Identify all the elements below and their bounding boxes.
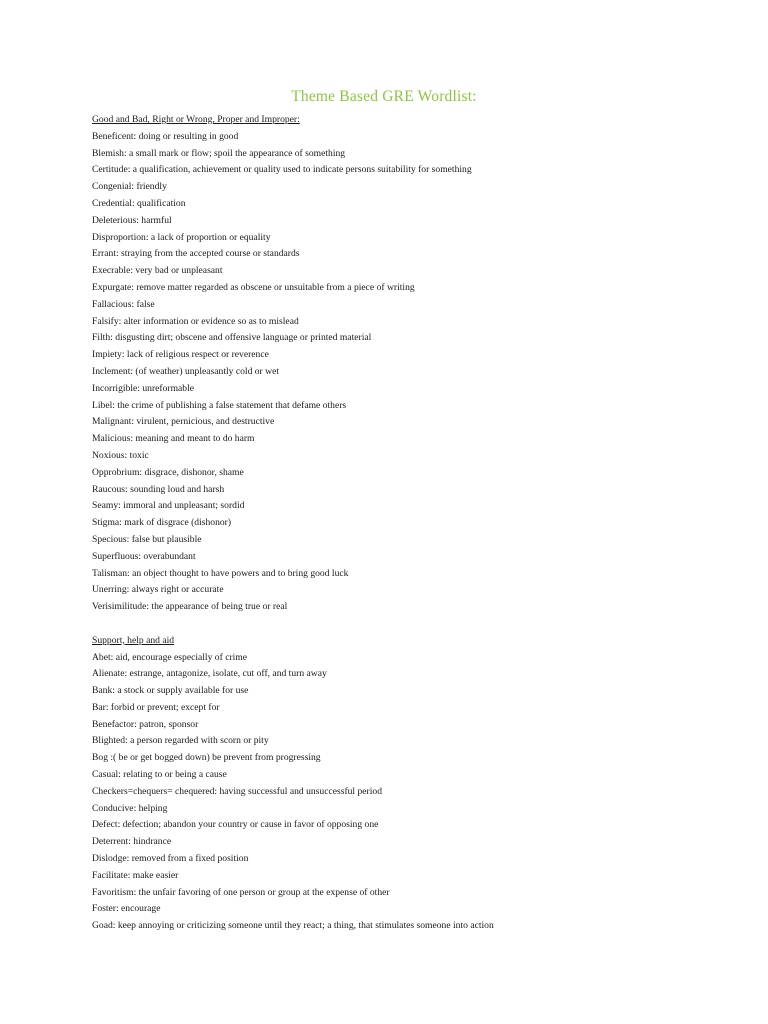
section-heading: Good and Bad, Right or Wrong, Proper and Improper:	[92, 114, 300, 125]
word-entry: Libel: the crime of publishing a false statement that defame others	[92, 399, 347, 411]
word-entry: Credential: qualification	[92, 197, 186, 209]
word-entry: Malignant: virulent, pernicious, and destructive	[92, 416, 275, 428]
word-entry: Casual: relating to or being a cause	[92, 769, 227, 781]
word-entry: Bar: forbid or prevent; except for	[92, 701, 220, 713]
word-entry: Noxious: toxic	[92, 449, 149, 461]
word-entry: Malicious: meaning and meant to do harm	[92, 433, 255, 445]
word-entry: Specious: false but plausible	[92, 533, 202, 545]
word-entry: Favoritism: the unfair favoring of one person or group at the expense of other	[92, 886, 390, 898]
word-entry: Incorrigible: unreformable	[92, 382, 195, 394]
wordlist-section	[92, 112, 732, 616]
word-entry: Errant: straying from the accepted course or standards	[92, 248, 300, 260]
word-entry: Raucous: sounding loud and harsh	[92, 483, 225, 495]
word-entry: Opprobrium: disgrace, dishonor, shame	[92, 466, 244, 478]
word-entry: Foster: encourage	[92, 903, 161, 915]
word-entry: Verisimilitude: the appearance of being true or real	[92, 601, 288, 613]
word-entry: Benefactor: patron, sponsor	[92, 718, 199, 730]
word-entry: Defect: defection; abandon your country or cause in favor of opposing one	[92, 819, 379, 831]
word-entry: Goad: keep annoying or criticizing someone until they react; a thing, that stimulates someone into action	[92, 920, 494, 932]
word-entry: Inclement: (of weather) unpleasantly cold or wet	[92, 365, 280, 377]
word-entry: Seamy: immoral and unpleasant; sordid	[92, 500, 245, 512]
word-entry: Execrable: very bad or unpleasant	[92, 265, 223, 277]
word-entry: Alienate: estrange, antagonize, isolate, cut off, and turn away	[92, 668, 327, 680]
word-entry: Superfluous: overabundant	[92, 550, 196, 562]
word-entry: Unerring: always right or accurate	[92, 584, 224, 596]
word-entry: Facilitate: make easier	[92, 869, 179, 881]
word-entry: Stigma: mark of disgrace (dishonor)	[92, 517, 232, 529]
section-heading: Support, help and aid	[92, 634, 175, 646]
word-entry: Disproportion: a lack of proportion or equality	[92, 231, 271, 243]
word-entry: Filth: disgusting dirt; obscene and offensive language or printed material	[92, 332, 372, 344]
word-entry: Checkers=chequers= chequered: having successful and unsuccessful period	[92, 785, 383, 797]
word-entry: Blemish: a small mark or flow; spoil the appearance of something	[92, 147, 346, 159]
word-entry: Falsify: alter information or evidence so as to mislead	[92, 315, 299, 327]
word-entry: Blighted: a person regarded with scorn or pity	[92, 735, 269, 747]
word-entry: Fallacious: false	[92, 298, 155, 310]
word-entry: Bank: a stock or supply available for use	[92, 685, 249, 697]
word-entry: Bog :( be or get bogged down) be prevent from progressing	[92, 752, 321, 764]
word-entry: Deleterious: harmful	[92, 214, 172, 226]
word-entry: Deterrent: hindrance	[92, 836, 172, 848]
word-entry: Abet: aid, encourage especially of crime	[92, 651, 248, 663]
word-entry: Congenial: friendly	[92, 181, 167, 193]
wordlist-content	[92, 112, 732, 935]
word-entry: Impiety: lack of religious respect or reverence	[92, 349, 269, 361]
wordlist-section	[92, 633, 732, 935]
word-entry: Certitude: a qualification, achievement or quality used to indicate persons suitability for something	[92, 164, 472, 176]
word-entry: Talisman: an object thought to have powers and to bring good luck	[92, 567, 349, 579]
word-entry: Conducive: helping	[92, 802, 168, 814]
word-entry: Dislodge: removed from a fixed position	[92, 853, 249, 865]
page-title: Theme Based GRE Wordlist:	[291, 88, 477, 105]
word-entry: Expurgate: remove matter regarded as obscene or unsuitable from a piece of writing	[92, 281, 415, 293]
word-entry: Beneficent: doing or resulting in good	[92, 130, 239, 142]
